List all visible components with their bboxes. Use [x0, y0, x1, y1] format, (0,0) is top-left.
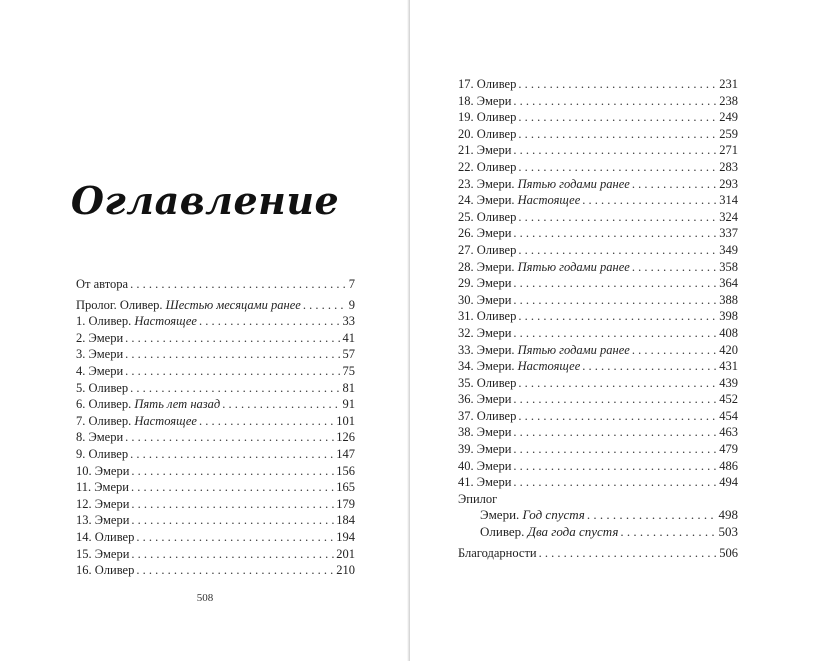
dot-leader: [513, 458, 717, 475]
dot-leader: [513, 325, 717, 342]
toc-entry[interactable]: [76, 463, 355, 480]
toc-page-number: 337: [719, 226, 738, 241]
toc-entry-label: 41. Эмери: [458, 475, 512, 490]
toc-page-number: 293: [719, 176, 738, 191]
dot-leader: [518, 126, 717, 143]
dot-leader: [513, 292, 717, 309]
toc-entry[interactable]: [76, 297, 355, 314]
toc-page-number: 388: [719, 292, 738, 307]
toc-entry-title: [458, 325, 511, 342]
toc-entry[interactable]: [76, 496, 355, 513]
toc-entry-title: [458, 192, 580, 209]
toc-entry-title: [458, 209, 516, 226]
toc-entry-label: 22. Оливер: [458, 159, 517, 174]
toc-entry-title: [458, 408, 516, 425]
toc-entry[interactable]: [76, 380, 355, 397]
toc-entry[interactable]: [76, 479, 355, 496]
toc-entry-label: 9. Оливер: [76, 446, 129, 461]
toc-entry-label: 16. Оливер: [76, 563, 135, 578]
toc-entry[interactable]: [458, 441, 738, 458]
toc-entry-label: 5. Оливер: [76, 380, 129, 395]
toc-entry-title: [458, 545, 537, 562]
toc-entry[interactable]: [458, 342, 738, 359]
dot-leader: [513, 93, 717, 110]
toc-entry-label: 25. Оливер: [458, 209, 517, 224]
toc-entry-label: 19. Оливер: [458, 110, 517, 125]
toc-page-number: 75: [342, 363, 355, 378]
dot-leader: [518, 159, 717, 176]
dot-leader: [539, 545, 718, 562]
dot-leader: [199, 413, 334, 430]
dot-leader: [513, 391, 717, 408]
toc-entry[interactable]: [458, 109, 738, 126]
toc-entry-label: 18. Эмери: [458, 93, 512, 108]
dot-leader: [513, 225, 717, 242]
toc-page-number: 358: [719, 259, 738, 274]
toc-entry[interactable]: [76, 396, 355, 413]
toc-page-number: 201: [336, 546, 355, 561]
dot-leader: [131, 463, 334, 480]
toc-entry-label: 31. Оливер: [458, 309, 517, 324]
toc-entry[interactable]: [458, 209, 738, 226]
toc-entry-title: [76, 396, 220, 413]
toc-page-number: 463: [719, 425, 738, 440]
toc-entry-title: [458, 142, 511, 159]
toc-entry-label: 40. Эмери: [458, 458, 512, 473]
toc-entry-label: 13. Эмери: [76, 513, 130, 528]
toc-entry-subtitle: Настоящее: [517, 193, 581, 208]
toc-entry-title: [458, 441, 511, 458]
toc-entry-label: 17. Оливер: [458, 77, 517, 91]
toc-entry[interactable]: [458, 358, 738, 375]
dot-leader: [513, 275, 717, 292]
dot-leader: [130, 276, 347, 293]
toc-entry-subtitle: Настоящее: [134, 314, 197, 329]
toc-list-left: [76, 276, 355, 579]
toc-entry-label: Оливер.: [480, 524, 528, 540]
toc-entry-label: 20. Оливер: [458, 126, 517, 141]
toc-entry-title: [458, 424, 511, 441]
toc-entry[interactable]: [76, 363, 355, 380]
toc-page-number: 283: [719, 159, 738, 174]
dot-leader: [125, 429, 334, 446]
toc-entry[interactable]: [458, 308, 738, 325]
toc-entry[interactable]: [76, 562, 355, 579]
toc-entry-title: [458, 375, 516, 392]
toc-entry[interactable]: [458, 225, 738, 242]
dot-leader: [632, 342, 717, 359]
toc-page-number: 210: [336, 563, 355, 578]
toc-entry-title: [76, 330, 123, 347]
dot-leader: [518, 109, 717, 126]
toc-entry[interactable]: [458, 408, 738, 425]
dot-leader: [582, 358, 717, 375]
toc-entry-subtitle: Год спустя: [522, 507, 585, 523]
toc-entry[interactable]: [458, 424, 738, 441]
toc-entry[interactable]: [76, 330, 355, 347]
toc-entry-label: 28. Эмери.: [458, 259, 518, 274]
toc-entry-title: [458, 109, 516, 126]
toc-entry-subtitle: Два года спустя: [527, 524, 619, 540]
dot-leader: [125, 346, 340, 363]
toc-entry[interactable]: [458, 126, 738, 143]
toc-entry-title: [458, 259, 630, 276]
toc-entry[interactable]: [76, 413, 355, 430]
toc-page-number: 503: [718, 524, 738, 540]
toc-entry-title: [458, 342, 630, 359]
toc-entry[interactable]: [458, 507, 738, 524]
toc-page-number: 126: [336, 430, 355, 445]
dot-leader: [131, 496, 334, 513]
toc-entry-label: 4. Эмери: [76, 363, 124, 378]
toc-entry-label: 10. Эмери: [76, 463, 130, 478]
toc-entry-title: [458, 391, 511, 408]
toc-entry[interactable]: [458, 76, 738, 93]
dot-leader: [518, 242, 717, 259]
toc-entry-title: [458, 225, 511, 242]
toc-entry-label: Пролог. Оливер.: [76, 297, 166, 312]
toc-entry-label: Благодарности: [458, 545, 537, 560]
toc-entry[interactable]: [76, 446, 355, 463]
toc-page-number: 147: [336, 446, 355, 461]
toc-entry-label: 11. Эмери: [76, 480, 129, 495]
dot-leader: [587, 507, 717, 524]
toc-entry-label: 32. Эмери: [458, 325, 512, 340]
toc-page-number: 7: [348, 277, 355, 291]
toc-page-number: 91: [342, 397, 355, 412]
toc-entry-title: [76, 529, 134, 546]
dot-leader: [518, 76, 717, 93]
epilogue-heading: Эпилог: [458, 491, 498, 506]
toc-entry-title: [76, 276, 128, 293]
toc-entry-label: 1. Оливер.: [76, 314, 135, 329]
dot-leader: [513, 142, 717, 159]
toc-page-number: 194: [336, 529, 355, 544]
toc-entry-label: 21. Эмери: [458, 143, 512, 158]
page-title: Оглавление: [70, 178, 340, 223]
dot-leader: [518, 408, 717, 425]
toc-entry-acknowledgements[interactable]: [458, 545, 738, 562]
toc-entry-title: [76, 463, 129, 480]
toc-entry-title: [480, 507, 585, 524]
dot-leader: [518, 308, 717, 325]
toc-entry-title: [458, 358, 580, 375]
toc-entry-title: [76, 363, 123, 380]
toc-entry-label: 6. Оливер.: [76, 397, 135, 412]
toc-entry-label: 7. Оливер.: [76, 413, 135, 428]
toc-page-number: 165: [336, 480, 355, 495]
dot-leader: [222, 396, 340, 413]
toc-entry[interactable]: [458, 458, 738, 475]
toc-entry-subtitle: Пятью годами ранее: [517, 342, 630, 357]
toc-page-number: 57: [342, 347, 355, 362]
dot-leader: [125, 330, 340, 347]
toc-entry-title: [458, 308, 516, 325]
toc-entry-subtitle: Пять лет назад: [134, 397, 221, 412]
toc-entry-title: [76, 496, 129, 513]
toc-page-number: 431: [719, 359, 738, 374]
toc-entry-title: [76, 546, 129, 563]
toc-entry-label: 23. Эмери.: [458, 176, 518, 191]
toc-entry-label: 24. Эмери.: [458, 193, 518, 208]
toc-page-number: 179: [336, 496, 355, 511]
toc-entry-title: [76, 512, 129, 529]
toc-entry-title: [458, 292, 511, 309]
dot-leader: [199, 313, 341, 330]
toc-entry-subtitle: Настоящее: [134, 413, 197, 428]
dot-leader: [632, 176, 717, 193]
toc-page-number: 271: [719, 143, 738, 158]
toc-page-number: 156: [336, 463, 355, 478]
toc-entry-title: [76, 413, 197, 430]
toc-page-number: 452: [719, 392, 738, 407]
toc-list-right: [458, 76, 738, 561]
toc-entry-title: [76, 313, 197, 330]
dot-leader: [513, 474, 717, 491]
toc-entry[interactable]: [458, 159, 738, 176]
toc-page-number: 498: [718, 507, 738, 523]
toc-entry-label: 12. Эмери: [76, 496, 130, 511]
toc-entry-subtitle: Пятью годами ранее: [517, 259, 630, 274]
toc-entry[interactable]: [458, 93, 738, 110]
toc-page-number: 184: [336, 513, 355, 528]
toc-page-number: 324: [719, 209, 738, 224]
toc-entry-title: [458, 458, 511, 475]
toc-entry[interactable]: [458, 242, 738, 259]
toc-entry-label: 35. Оливер: [458, 375, 517, 390]
toc-entry-label: 15. Эмери: [76, 546, 130, 561]
toc-page-number: 486: [719, 458, 738, 473]
toc-page-number: 9: [348, 297, 355, 312]
toc-page-number: 439: [719, 375, 738, 390]
dot-leader: [131, 479, 334, 496]
toc-entry-title: [76, 479, 129, 496]
toc-entry-label: 14. Оливер: [76, 529, 135, 544]
toc-page-number: 364: [719, 276, 738, 291]
toc-entry-title: [458, 474, 511, 491]
toc-entry[interactable]: [458, 142, 738, 159]
toc-entry[interactable]: [76, 529, 355, 546]
toc-entry-label: 3. Эмери: [76, 347, 124, 362]
dot-leader: [632, 259, 717, 276]
toc-entry[interactable]: [458, 474, 738, 491]
dot-leader: [131, 512, 334, 529]
toc-entry-label: 27. Оливер: [458, 242, 517, 257]
dot-leader: [130, 446, 334, 463]
toc-page-number: 506: [719, 545, 738, 560]
dot-leader: [518, 375, 717, 392]
toc-entry[interactable]: [458, 259, 738, 276]
toc-entry-title: [458, 93, 511, 110]
toc-entry-label: 2. Эмери: [76, 330, 124, 345]
toc-entry[interactable]: [458, 325, 738, 342]
toc-entry-label: 39. Эмери: [458, 442, 512, 457]
toc-entry[interactable]: [458, 391, 738, 408]
toc-page-number: 249: [719, 110, 738, 125]
toc-entry-title: [458, 242, 516, 259]
toc-entry[interactable]: [458, 176, 738, 193]
toc-page-number: 314: [719, 193, 738, 208]
toc-entry[interactable]: [76, 346, 355, 363]
dot-leader: [136, 562, 334, 579]
toc-entry-title: [458, 176, 630, 193]
toc-entry-subtitle: Настоящее: [517, 359, 581, 374]
dot-leader: [518, 209, 717, 226]
toc-entry[interactable]: [458, 375, 738, 392]
toc-entry-title: [458, 126, 516, 143]
toc-entry-label: 34. Эмери.: [458, 359, 518, 374]
toc-entry-label: 33. Эмери.: [458, 342, 518, 357]
toc-page-number: 420: [719, 342, 738, 357]
toc-entry[interactable]: [458, 292, 738, 309]
toc-entry-label: 36. Эмери: [458, 392, 512, 407]
toc-page-number: 454: [719, 408, 738, 423]
toc-entry-label: 8. Эмери: [76, 430, 124, 445]
toc-entry-title: [76, 429, 123, 446]
toc-entry-title: [458, 275, 511, 292]
toc-entry-label: 30. Эмери: [458, 292, 512, 307]
toc-page-number: 259: [719, 126, 738, 141]
toc-entry-title: [76, 346, 123, 363]
toc-entry[interactable]: [458, 275, 738, 292]
toc-page-number: 408: [719, 325, 738, 340]
toc-entry-title: [76, 446, 128, 463]
toc-page-number: 33: [342, 314, 355, 329]
toc-page-number: 238: [719, 93, 738, 108]
toc-entry-title: [458, 76, 516, 93]
dot-leader: [125, 363, 340, 380]
dot-leader: [303, 297, 347, 314]
dot-leader: [136, 529, 334, 546]
toc-entry[interactable]: [76, 546, 355, 563]
toc-entry-title: [458, 159, 516, 176]
toc-entry-title: [480, 524, 618, 541]
toc-entry-label: Эмери.: [480, 507, 523, 523]
toc-entry-subtitle: Шестью месяцами ранее: [165, 297, 301, 312]
toc-entry-label: 38. Эмери: [458, 425, 512, 440]
toc-page-number: 494: [719, 475, 738, 490]
toc-page-number: 479: [719, 442, 738, 457]
toc-entry-title: [76, 562, 134, 579]
dot-leader: [130, 380, 340, 397]
toc-page-number: 231: [719, 77, 738, 91]
toc-entry-subtitle: Пятью годами ранее: [517, 176, 630, 191]
toc-entry-label: 29. Эмери: [458, 276, 512, 291]
dot-leader: [513, 424, 717, 441]
page-number: 508: [196, 592, 214, 604]
toc-entry[interactable]: [76, 429, 355, 446]
toc-entry-label: От автора: [76, 277, 129, 291]
dot-leader: [131, 546, 334, 563]
toc-entry-label: 37. Оливер: [458, 408, 517, 423]
toc-entry[interactable]: [76, 313, 355, 330]
toc-entry-title: [76, 380, 128, 397]
toc-entry[interactable]: [76, 512, 355, 529]
toc-page-number: 398: [719, 309, 738, 324]
toc-entry[interactable]: [458, 192, 738, 209]
dot-leader: [620, 524, 716, 541]
toc-page-number: 349: [719, 242, 738, 257]
toc-entry[interactable]: [76, 276, 355, 293]
toc-entry[interactable]: [458, 524, 738, 541]
toc-entry-title: [76, 297, 301, 314]
toc-page-number: 101: [336, 413, 355, 428]
toc-page-number: 81: [342, 380, 355, 395]
dot-leader: [513, 441, 717, 458]
dot-leader: [582, 192, 717, 209]
toc-page-number: 41: [342, 330, 355, 345]
toc-entry-label: 26. Эмери: [458, 226, 512, 241]
